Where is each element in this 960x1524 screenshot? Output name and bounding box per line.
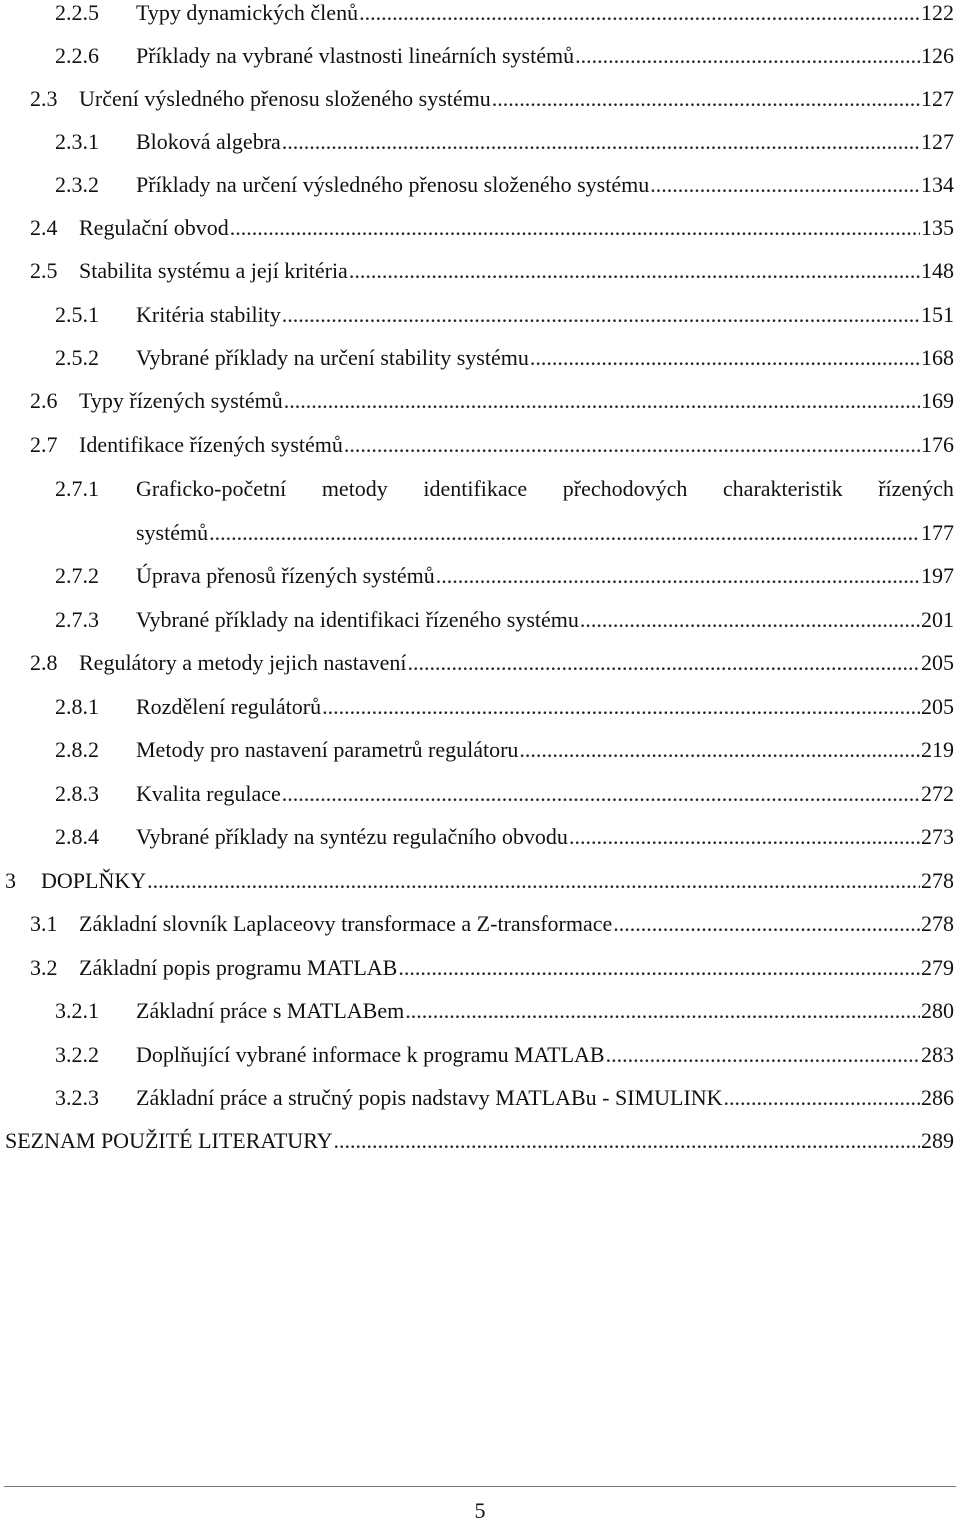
toc-leader-dots [284,388,920,414]
toc-entry-page: 205 [921,650,954,675]
toc-entry-page: 151 [921,302,954,327]
toc-entry-title: Bloková algebra [136,129,281,154]
toc-leader-dots [147,868,920,894]
toc-entry[interactable] [55,824,954,850]
toc-leader-dots [282,781,920,807]
toc-entry-title: DOPLŇKY [41,868,147,893]
toc-entry-number: 2.8 [30,650,58,675]
toc-entry[interactable] [55,694,954,720]
toc-entry-number: 3.2 [30,955,58,980]
toc-entry-page: 286 [921,1085,954,1110]
toc-entry-title: Stabilita systému a její kritéria [79,258,348,283]
toc-entry[interactable] [55,607,954,633]
toc-entry-page: 122 [921,0,954,25]
toc-leader-dots [344,432,920,458]
toc-entry-page: 197 [921,563,954,588]
toc-entry[interactable] [55,1042,954,1068]
toc-leader-dots [575,43,920,69]
toc-entry-page: 280 [921,998,954,1023]
toc-entry-title: Vybrané příklady na určení stability systému [136,345,529,370]
toc-entry-number: 2.4 [30,215,58,240]
toc-leader-dots [519,737,920,763]
toc-entry-title: Vybrané příklady na identifikaci řízeného systému [136,607,579,632]
toc-leader-dots [650,172,920,198]
toc-entry-page: 273 [921,824,954,849]
toc-entry-title-line2: systémů [136,520,209,545]
toc-entry-number: 2.2.6 [55,43,99,68]
toc-leader-dots [209,520,920,546]
toc-entry[interactable] [30,650,954,676]
toc-entry-number: 2.7.2 [55,563,99,588]
toc-entry-title: Základní slovník Laplaceovy transformace a Z-transformace [79,911,613,936]
toc-entry-number: 2.8.4 [55,824,99,849]
toc-entry-title: Příklady na vybrané vlastnosti lineárních systémů [136,43,575,68]
toc-leader-dots [407,650,920,676]
toc-entry-title: Základní práce a stručný popis nadstavy MATLABu - SIMULINK [136,1085,723,1110]
toc-entry-number: 2.5 [30,258,58,283]
toc-entry[interactable] [30,215,954,241]
toc-leader-dots [282,129,920,155]
toc-entry-page: 278 [921,911,954,936]
toc-entry-page: 135 [921,215,954,240]
toc-entry-number: 2.7 [30,432,58,457]
toc-entry-number: 2.3 [30,86,58,111]
toc-entry-title: Regulátory a metody jejich nastavení [79,650,407,675]
title-word: Graficko-početní [136,476,287,501]
toc-entry[interactable] [30,955,954,981]
toc-leader-dots [530,345,920,371]
toc-entry-title: Rozdělení regulátorů [136,694,322,719]
toc-leader-dots [724,1085,920,1111]
toc-entry-title: Příklady na určení výsledného přenosu složeného systému [136,172,650,197]
toc-leader-dots [436,563,920,589]
toc-leader-dots [322,694,920,720]
toc-entry[interactable] [55,129,954,155]
toc-entry-number: 2.8.2 [55,737,99,762]
toc-entry-page: 127 [921,86,954,111]
toc-entry-title: Regulační obvod [79,215,229,240]
toc-leader-dots [334,1128,920,1154]
page-number: 5 [474,1498,486,1523]
toc-entry-continuation[interactable] [136,520,954,546]
toc-entry[interactable] [55,998,954,1024]
toc-leader-dots [492,86,920,112]
toc-entry[interactable] [55,563,954,589]
toc-entry-page: 283 [921,1042,954,1067]
toc-entry-title: Kvalita regulace [136,781,281,806]
toc-entry-number: 2.8.1 [55,694,99,719]
title-word: metody [321,476,388,501]
toc-entry-number: 2.5.2 [55,345,99,370]
toc-leader-dots [569,824,920,850]
toc-entry-page: 278 [921,868,954,893]
toc-leader-dots [405,998,920,1024]
toc-entry-title: Určení výsledného přenosu složeného systému [79,86,491,111]
toc-entry-page: 177 [921,520,954,545]
toc-entry-page: 148 [921,258,954,283]
toc-entry[interactable] [30,258,954,284]
toc-entry[interactable] [30,388,954,414]
toc-entry-number: 3 [5,868,16,893]
toc-entry[interactable] [30,911,954,937]
toc-entry-page: 168 [921,345,954,370]
toc-leader-dots [606,1042,920,1068]
toc-entry-title: Základní popis programu MATLAB [79,955,398,980]
toc-entry-number: 3.2.1 [55,998,99,1023]
toc-entry-number: 3.2.3 [55,1085,99,1110]
toc-entry-page: 219 [921,737,954,762]
toc-entry-page: 176 [921,432,954,457]
toc-entry-page: 272 [921,781,954,806]
title-word: přechodových [562,476,688,501]
toc-entry-number: 2.7.3 [55,607,99,632]
toc-entry-number: 2.7.1 [55,476,99,501]
toc-entry-title: Typy řízených systémů [79,388,283,413]
toc-entry[interactable] [30,432,954,458]
toc-entry-title: Vybrané příklady na syntézu regulačního obvodu [136,824,568,849]
toc-entry[interactable] [55,737,954,763]
toc-entry-number: 2.6 [30,388,58,413]
toc-entry[interactable] [55,345,954,371]
toc-leader-dots [398,955,920,981]
toc-entry[interactable] [55,781,954,807]
toc-entry-wrapped[interactable] [55,476,954,502]
toc-entry-number: 2.2.5 [55,0,99,25]
toc-leader-dots [359,0,920,26]
toc-leader-dots [230,215,920,241]
toc-entry-title: Metody pro nastavení parametrů regulátoru [136,737,519,762]
toc-entry[interactable] [5,868,954,894]
toc-entry-number: 3.1 [30,911,58,936]
title-word: řízených [878,476,954,501]
title-word: identifikace [423,476,528,501]
toc-entry-page: 279 [921,955,954,980]
toc-entry-page: 127 [921,129,954,154]
toc-entry-number: 2.3.2 [55,172,99,197]
toc-entry-page: 134 [921,172,954,197]
toc-entry[interactable] [55,172,954,198]
footer-divider [4,1486,956,1487]
toc-entry-title [136,476,954,502]
toc-entry-title: Úprava přenosů řízených systémů [136,563,435,588]
toc-entry-page: 169 [921,388,954,413]
toc-entry-title: SEZNAM POUŽITÉ LITERATURY [5,1128,333,1153]
toc-leader-dots [613,911,920,937]
toc-entry-title: Identifikace řízených systémů [79,432,343,457]
toc-entry-number: 3.2.2 [55,1042,99,1067]
toc-entry-number: 2.3.1 [55,129,99,154]
toc-entry-title: Doplňující vybrané informace k programu MATLAB [136,1042,605,1067]
toc-entry-title: Kritéria stability [136,302,281,327]
title-word: charakteristik [722,476,843,501]
toc-leader-dots [282,302,920,328]
toc-entry-page: 201 [921,607,954,632]
toc-entry-page: 205 [921,694,954,719]
toc-entry-number: 2.8.3 [55,781,99,806]
toc-entry-page: 289 [921,1128,954,1153]
toc-entry-page: 126 [921,43,954,68]
toc-entry-title: Typy dynamických členů [136,0,359,25]
toc-entry-title: Základní práce s MATLABem [136,998,405,1023]
toc-entry[interactable] [30,86,954,112]
toc-leader-dots [349,258,920,284]
toc-entry[interactable] [55,0,954,26]
toc-leader-dots [580,607,920,633]
toc-entry[interactable] [5,1128,954,1154]
toc-entry-number: 2.5.1 [55,302,99,327]
toc-entry[interactable] [55,302,954,328]
toc-entry[interactable] [55,1085,954,1111]
toc-entry[interactable] [55,43,954,69]
